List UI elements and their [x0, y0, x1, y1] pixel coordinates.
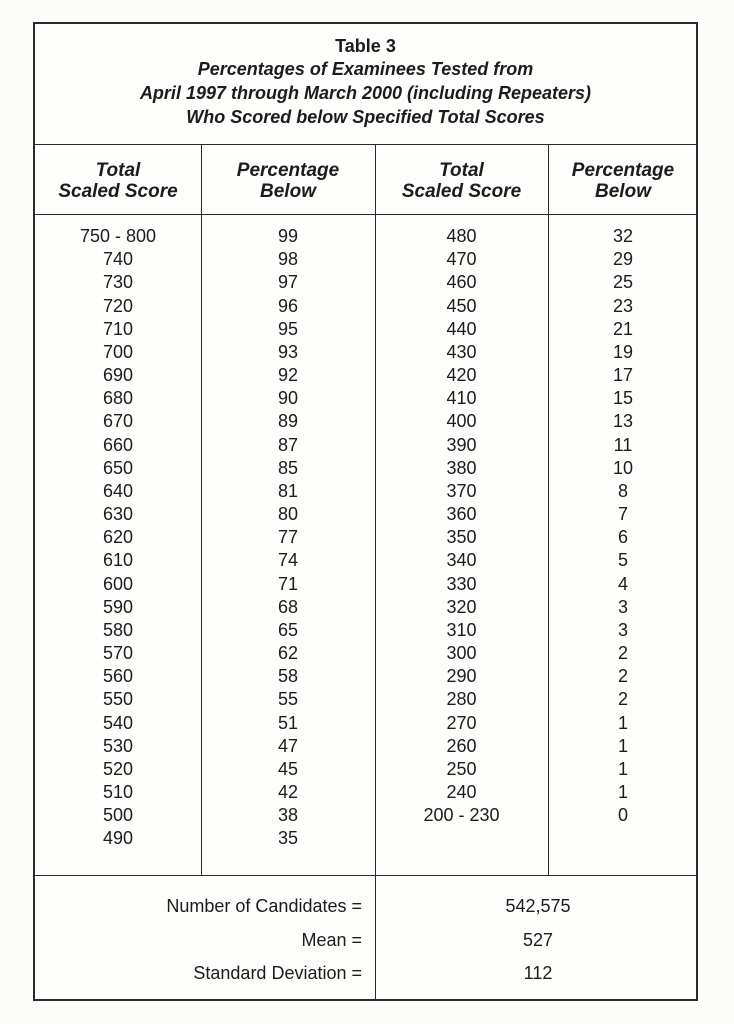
score-cell: 690: [102, 365, 134, 386]
score-cell: 280: [446, 689, 477, 710]
percentage-cell: 90: [277, 388, 299, 409]
percentage-cell: 45: [277, 758, 299, 779]
percentage-cell: 68: [277, 596, 299, 617]
score-cell: 640: [102, 480, 134, 501]
table-subtitle-line-2: April 1997 through March 2000 (including Repeaters): [139, 83, 592, 103]
percentage-cell: 81: [277, 480, 299, 501]
score-cell: 410: [446, 388, 477, 409]
percentage-cell: 3: [617, 619, 628, 640]
percentage-cell: 95: [277, 318, 299, 339]
percentage-cell: 21: [612, 318, 634, 339]
percentage-cell: 1: [617, 758, 628, 779]
header-text: Total: [439, 160, 484, 181]
score-cell: 320: [446, 596, 477, 617]
score-cell: 740: [102, 249, 134, 270]
percentage-cell: 38: [277, 805, 299, 826]
score-cell: 750 - 800: [79, 226, 157, 246]
header-text: Total: [95, 160, 141, 181]
percentage-cell: 15: [612, 388, 634, 409]
percentage-cell: 2: [617, 643, 628, 664]
score-cell: 550: [102, 689, 134, 710]
header-total-scaled-score-right: [375, 160, 548, 210]
percentage-cell: 92: [277, 365, 299, 386]
percentage-cell: 29: [612, 249, 634, 270]
header-text: Scaled Score: [401, 181, 522, 202]
score-cell: 490: [102, 828, 134, 849]
percentage-cell: 74: [277, 550, 299, 571]
percentage-cell: 77: [277, 527, 299, 548]
score-cell: 730: [102, 272, 134, 293]
score-cell: 250: [446, 758, 477, 779]
percentage-cell: 42: [277, 782, 299, 803]
percentage-cell: 5: [617, 550, 628, 571]
percentage-cell: 55: [277, 689, 299, 710]
score-cell: 240: [446, 782, 477, 803]
score-cell: 330: [446, 573, 477, 594]
percentage-cell: 65: [277, 619, 299, 640]
score-cell: 480: [446, 226, 477, 246]
score-cell: 360: [446, 504, 477, 525]
percentage-cell: 17: [612, 365, 634, 386]
percentage-cell: 2: [617, 689, 628, 710]
percentage-cell: 2: [617, 666, 628, 687]
score-cell: 620: [102, 527, 134, 548]
table-title: Table 3: [335, 36, 396, 56]
right-percentage-column: [548, 225, 698, 827]
score-cell: 400: [446, 411, 477, 432]
stat-value-candidates: 542,575: [505, 896, 571, 916]
header-percentage-below-left: [201, 160, 375, 210]
stat-label-std-dev: Standard Deviation =: [193, 963, 362, 983]
score-cell: 500: [102, 805, 134, 826]
percentage-cell: 10: [612, 457, 634, 478]
header-text: Percentage: [236, 160, 340, 181]
score-cell: 630: [102, 504, 134, 525]
score-cell: 580: [102, 619, 134, 640]
percentage-cell: 1: [617, 782, 628, 803]
score-cell: 590: [102, 596, 134, 617]
score-cell: 420: [446, 365, 477, 386]
score-cell: 700: [102, 341, 134, 362]
percentage-cell: 25: [612, 272, 634, 293]
percentage-cell: 51: [277, 712, 299, 733]
table-title-block: [35, 24, 696, 145]
percentage-cell: 99: [277, 226, 299, 246]
left-score-column: [35, 225, 201, 851]
header-percentage-below-right: [548, 160, 698, 210]
score-cell: 710: [102, 318, 134, 339]
percentage-cell: 6: [617, 527, 628, 548]
percentage-cell: 1: [617, 712, 628, 733]
score-cell: 470: [446, 249, 477, 270]
score-cell: 310: [446, 619, 477, 640]
percentage-cell: 98: [277, 249, 299, 270]
percentage-cell: 58: [277, 666, 299, 687]
percentage-cell: 1: [617, 735, 628, 756]
score-cell: 460: [446, 272, 477, 293]
percentage-cell: 96: [277, 295, 299, 316]
percentage-cell: 87: [277, 434, 299, 455]
score-cell: 450: [446, 295, 477, 316]
score-cell: 520: [102, 758, 134, 779]
score-cell: 540: [102, 712, 134, 733]
score-cell: 560: [102, 666, 134, 687]
score-cell: 430: [446, 341, 477, 362]
percentage-cell: 89: [277, 411, 299, 432]
score-cell: 260: [446, 735, 477, 756]
score-cell: 290: [446, 666, 477, 687]
header-text: Below: [595, 181, 651, 202]
percentage-cell: 47: [277, 735, 299, 756]
percentage-cell: 3: [617, 596, 628, 617]
stats-rule: [35, 875, 696, 876]
score-cell: 660: [102, 434, 134, 455]
percentage-cell: 62: [277, 643, 299, 664]
percentage-cell: 13: [612, 411, 634, 432]
header-text: Scaled Score: [58, 181, 178, 202]
percentage-cell: 23: [612, 295, 634, 316]
percentage-cell: 71: [277, 573, 299, 594]
header-total-scaled-score-left: [35, 160, 201, 210]
score-cell: 380: [446, 457, 477, 478]
header-text: Percentage: [571, 160, 675, 181]
score-cell: 650: [102, 457, 134, 478]
right-score-column: [375, 225, 548, 827]
stat-label-candidates: Number of Candidates =: [166, 896, 362, 916]
table-subtitle-line-3: Who Scored below Specified Total Scores: [186, 107, 545, 127]
percentage-cell: 32: [612, 226, 634, 246]
score-cell: 610: [102, 550, 134, 571]
percentage-cell: 93: [277, 341, 299, 362]
score-cell: 350: [446, 527, 477, 548]
score-cell: 300: [446, 643, 477, 664]
header-rule: [35, 214, 696, 215]
percentage-cell: 7: [617, 504, 628, 525]
score-cell: 720: [102, 295, 134, 316]
score-cell: 200 - 230: [423, 805, 500, 826]
stat-label-mean: Mean =: [301, 930, 362, 950]
score-table: [33, 22, 698, 1001]
score-cell: 570: [102, 643, 134, 664]
percentage-cell: 4: [617, 573, 628, 594]
left-percentage-column: [201, 225, 375, 851]
score-cell: 440: [446, 318, 477, 339]
percentage-cell: 85: [277, 457, 299, 478]
percentage-cell: 35: [277, 828, 299, 849]
percentage-cell: 97: [277, 272, 299, 293]
percentage-cell: 8: [617, 480, 628, 501]
score-cell: 510: [102, 782, 134, 803]
percentage-cell: 19: [612, 341, 634, 362]
stat-value-mean: 527: [522, 930, 554, 950]
score-cell: 270: [446, 712, 477, 733]
score-cell: 370: [446, 480, 477, 501]
score-cell: 670: [102, 411, 134, 432]
table-subtitle-line-1: Percentages of Examinees Tested from: [197, 59, 534, 79]
score-cell: 340: [446, 550, 477, 571]
score-cell: 530: [102, 735, 134, 756]
header-text: Below: [260, 181, 316, 202]
score-cell: 600: [102, 573, 134, 594]
percentage-cell: 11: [613, 434, 633, 455]
percentage-cell: 80: [277, 504, 299, 525]
score-cell: 390: [446, 434, 477, 455]
score-cell: 680: [102, 388, 134, 409]
stat-value-std-dev: 112: [523, 963, 553, 983]
percentage-cell: 0: [617, 805, 628, 826]
